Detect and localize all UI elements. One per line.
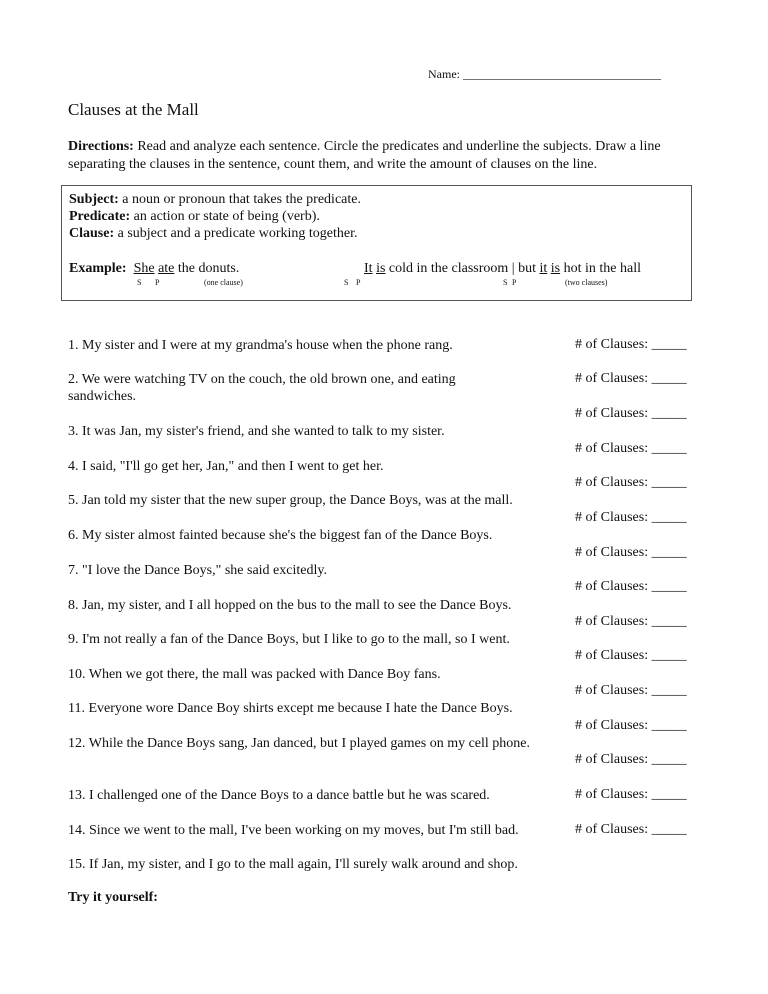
- question-2: 2. We were watching TV on the couch, the old brown one, and eating sandwiches.: [68, 372, 456, 404]
- example2-verb-a: is: [376, 261, 386, 276]
- question-5: 5. Jan told my sister that the new super group, the Dance Boys, was at the mall.: [68, 493, 513, 508]
- predicate-text: an action or state of being (verb).: [130, 209, 320, 224]
- predicate-label: Predicate:: [69, 209, 131, 224]
- clause-text: a subject and a predicate working together.: [114, 226, 358, 241]
- question-8: 8. Jan, my sister, and I all hopped on the bus to the mall to see the Dance Boys.: [68, 598, 512, 613]
- definitions-box: [61, 185, 692, 301]
- question-13: 13. I challenged one of the Dance Boys to a dance battle but he was scared.: [68, 788, 490, 803]
- name-field[interactable]: [428, 67, 661, 82]
- question-15: 15. If Jan, my sister, and I go to the mall again, I'll surely walk around and shop.: [68, 857, 518, 872]
- mark-s: S: [503, 278, 508, 287]
- note-two-clauses: (two clauses): [565, 278, 608, 287]
- directions-text: Read and analyze each sentence. Circle the predicates and underline the subjects. Draw a line separating the clauses in the sentence, count them, and write the amount of clauses on the line.: [68, 139, 661, 172]
- mark-p: P: [155, 278, 160, 287]
- clause-count-field[interactable]: # of Clauses: _____: [575, 718, 687, 733]
- question-9: 9. I'm not really a fan of the Dance Boys, but I like to go to the mall, so I went.: [68, 632, 510, 647]
- clause-count-field[interactable]: # of Clauses: _____: [575, 510, 687, 525]
- mark-p: P: [512, 278, 517, 287]
- question-6: 6. My sister almost fainted because she's the biggest fan of the Dance Boys.: [68, 528, 493, 543]
- worksheet-title: Clauses at the Mall: [68, 100, 199, 119]
- predicate-definition: [69, 209, 320, 225]
- directions-label: Directions:: [68, 139, 134, 154]
- clause-count-field[interactable]: # of Clauses: _____: [575, 579, 687, 594]
- example2-subject-a: It: [364, 261, 373, 276]
- clause-label: Clause:: [69, 226, 115, 241]
- example-verb: ate: [158, 261, 175, 276]
- clause-count-field[interactable]: # of Clauses: _____: [575, 406, 687, 421]
- try-it-heading: Try it yourself:: [68, 890, 158, 905]
- example2-mid: cold in the classroom | but: [385, 261, 540, 276]
- clause-count-field[interactable]: # of Clauses: _____: [575, 371, 687, 386]
- name-label: Name:: [428, 67, 460, 81]
- question-11: 11. Everyone wore Dance Boy shirts except me because I hate the Dance Boys.: [68, 701, 513, 716]
- clause-count-field[interactable]: # of Clauses: _____: [575, 683, 687, 698]
- mark-s: S: [137, 278, 142, 287]
- subject-label: Subject:: [69, 192, 119, 207]
- question-1: 1. My sister and I were at my grandma's house when the phone rang.: [68, 338, 453, 353]
- mark-s: S: [344, 278, 349, 287]
- clause-count-field[interactable]: # of Clauses: _____: [575, 337, 687, 352]
- clause-count-field[interactable]: # of Clauses: _____: [575, 614, 687, 629]
- question-3: 3. It was Jan, my sister's friend, and she wanted to talk to my sister.: [68, 424, 445, 439]
- example2-verb-b: is: [550, 261, 561, 276]
- example2-subject-b: it: [539, 261, 548, 276]
- example-two: [364, 261, 641, 277]
- clause-count-field[interactable]: # of Clauses: _____: [575, 475, 687, 490]
- question-14: 14. Since we went to the mall, I've been working on my moves, but I'm still bad.: [68, 823, 519, 838]
- clause-count-field[interactable]: # of Clauses: _____: [575, 822, 687, 837]
- name-blank[interactable]: _________________________________: [463, 67, 661, 81]
- example-subject: She: [133, 261, 155, 276]
- clause-count-field[interactable]: # of Clauses: _____: [575, 441, 687, 456]
- example-rest: the donuts.: [174, 261, 240, 276]
- example2-rest: hot in the hall: [560, 261, 641, 276]
- clause-count-field[interactable]: # of Clauses: _____: [575, 752, 687, 767]
- example-one: [69, 261, 239, 277]
- clause-definition: [69, 226, 357, 242]
- question-10: 10. When we got there, the mall was packed with Dance Boy fans.: [68, 667, 441, 682]
- subject-text: a noun or pronoun that takes the predicate.: [118, 192, 361, 207]
- clause-count-field[interactable]: # of Clauses: _____: [575, 648, 687, 663]
- subject-definition: [69, 192, 361, 208]
- question-4: 4. I said, "I'll go get her, Jan," and then I went to get her.: [68, 459, 384, 474]
- question-12: 12. While the Dance Boys sang, Jan danced, but I played games on my cell phone.: [68, 736, 531, 751]
- example-label: Example:: [69, 261, 127, 276]
- note-one-clause: (one clause): [204, 278, 243, 287]
- question-7: 7. "I love the Dance Boys," she said excitedly.: [68, 563, 327, 578]
- directions: [68, 138, 708, 174]
- clause-count-field[interactable]: # of Clauses: _____: [575, 545, 687, 560]
- mark-p: P: [356, 278, 361, 287]
- clause-count-field[interactable]: # of Clauses: _____: [575, 787, 687, 802]
